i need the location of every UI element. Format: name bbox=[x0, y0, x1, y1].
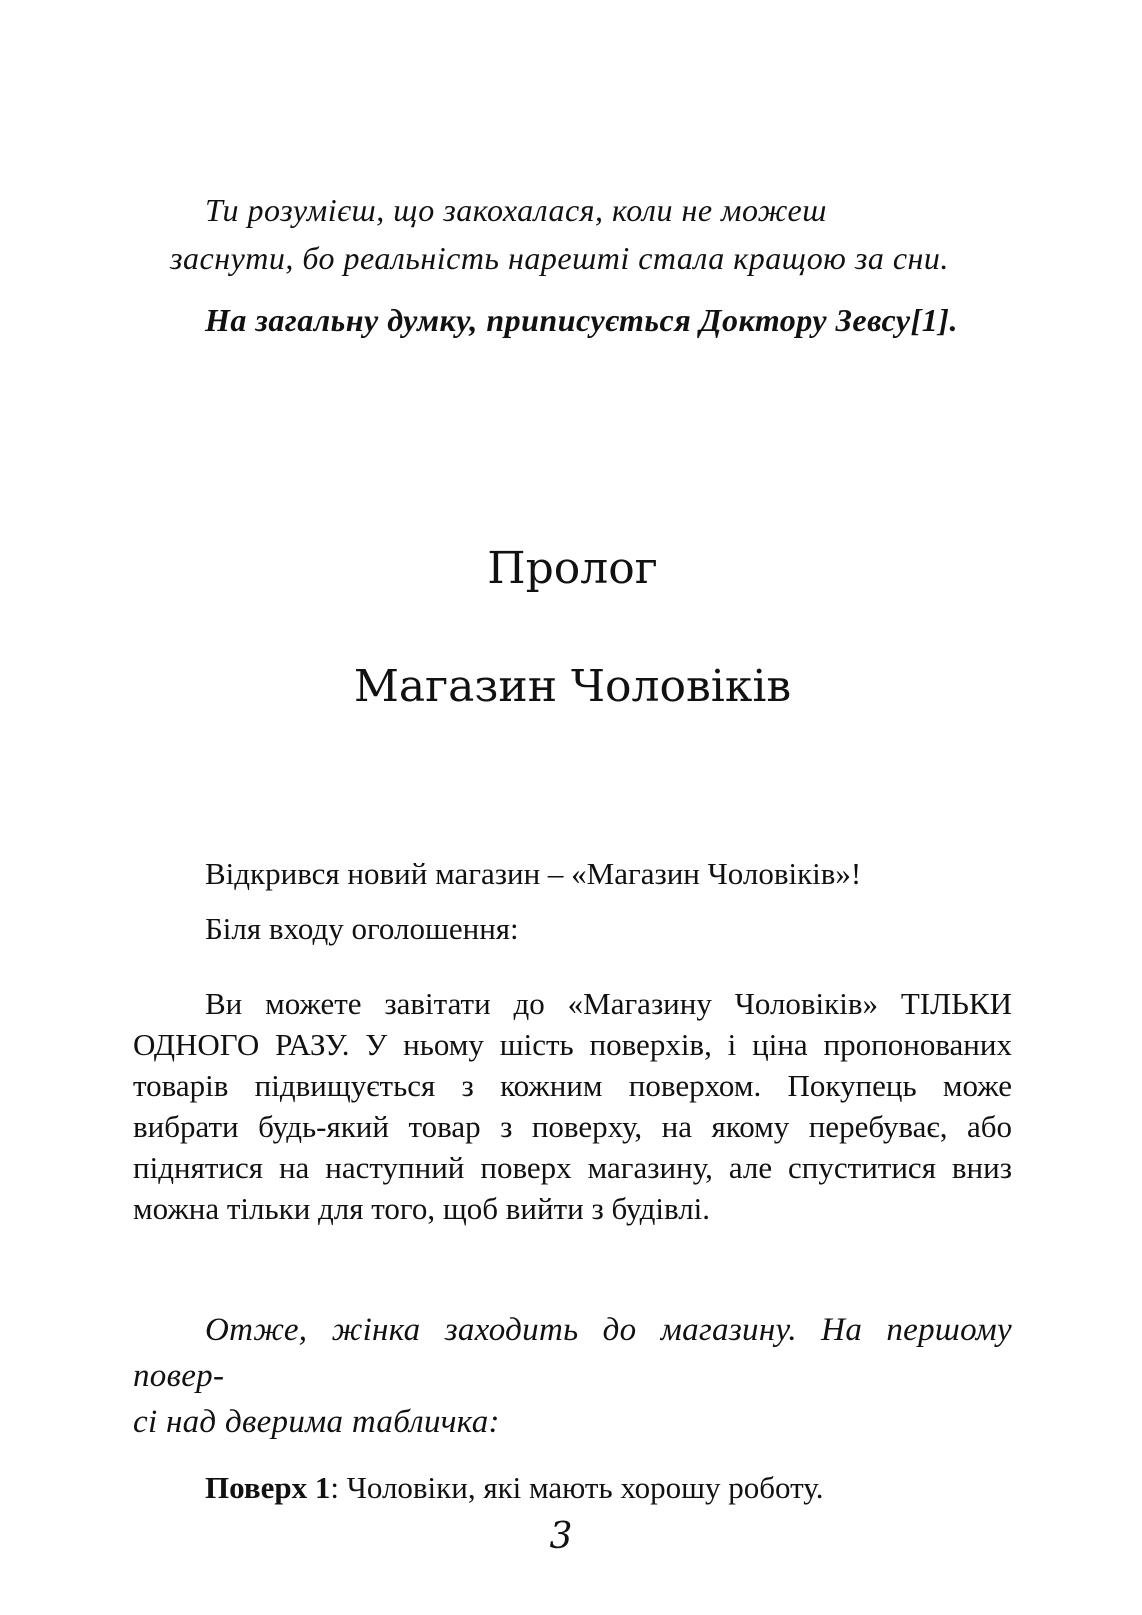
epigraph-attribution: На загальну думку, приписується Доктору Зевсу[1]. bbox=[205, 302, 958, 338]
paragraph-entrance-sign: Біля входу оголошення: bbox=[205, 911, 519, 946]
chapter-title: Пролог bbox=[487, 543, 658, 594]
floor-description: : Чоловіки, які мають хорошу роботу. bbox=[330, 1470, 824, 1505]
floor-label: Поверх 1 bbox=[205, 1470, 331, 1505]
paragraph-store-rules: Ви можете завітати до «Магазину Чоловіків» ТІЛЬКИ ОДНОГО РАЗУ. У ньому шість поверхів, і ціна пропонованих товарів підвищується з кожним поверхом. Покупець може вибрати будь-який товар з поверху, на якому перебуває, або піднятися на наступний поверх магазину, але спуститися вниз можна тільки для того, щоб вийти з будівлі. bbox=[133, 986, 1012, 1226]
page-number: 3 bbox=[549, 1516, 573, 1557]
narration-line-2: сі над дверима табличка: bbox=[133, 1404, 500, 1440]
paragraph-store-opened: Відкрився новий магазин – «Магазин Чоловіків»! bbox=[205, 856, 862, 891]
narration-paragraph bbox=[133, 1307, 1012, 1445]
section-title: Магазин Чоловіків bbox=[353, 661, 792, 712]
epigraph-quote: Ти розумієш, що закохалася, коли не можеш заснути, бо реальність нарешті стала кращою за сни. bbox=[170, 192, 949, 276]
floor-sign-paragraph bbox=[133, 1467, 1012, 1508]
narration-line-1: Отже, жінка заходить до магазину. На першому повер- bbox=[133, 1312, 1012, 1394]
